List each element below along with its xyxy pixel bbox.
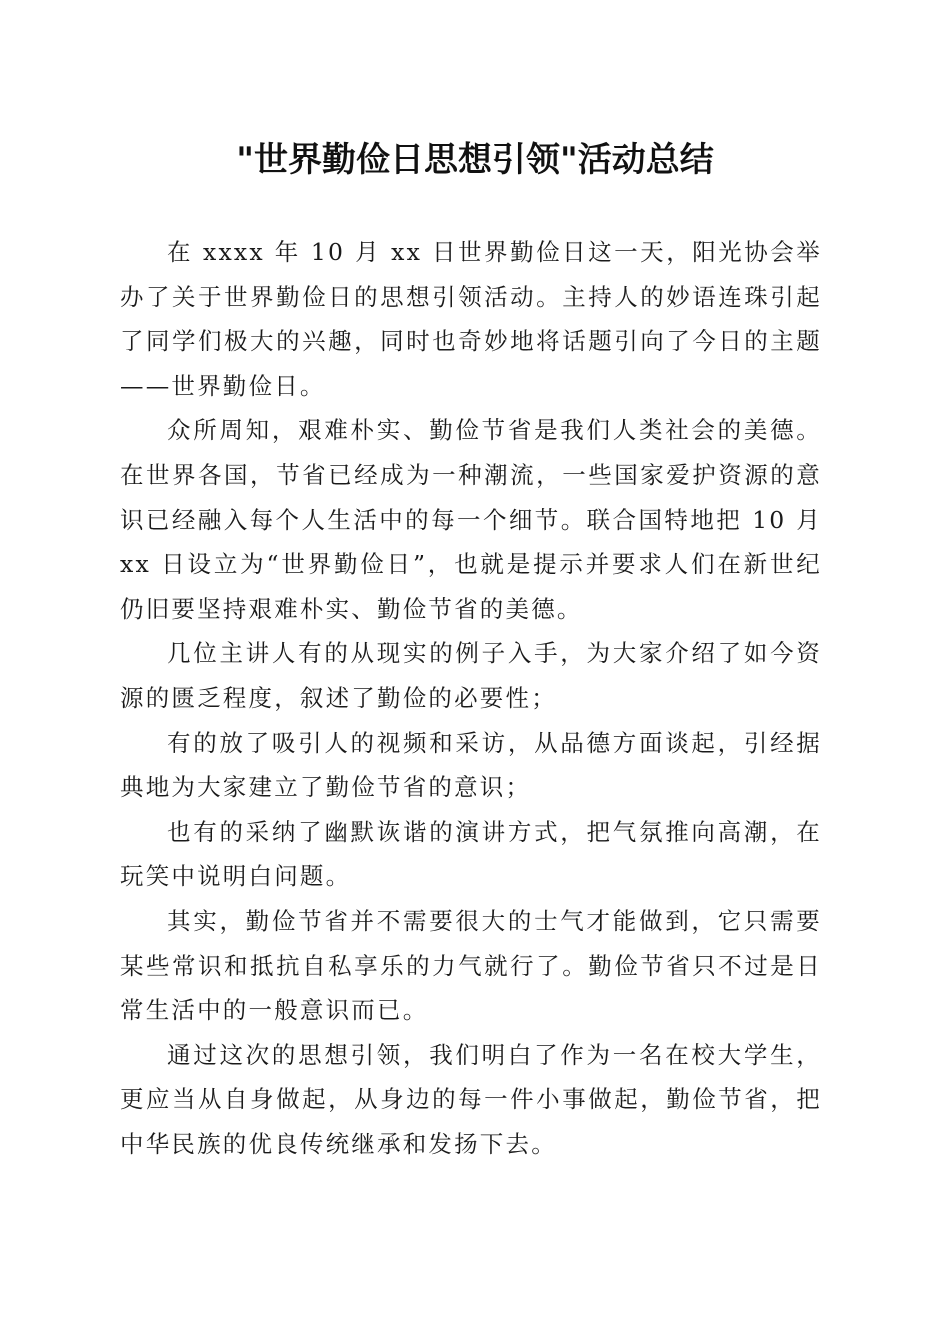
document-title: "世界勤俭日思想引领"活动总结	[236, 140, 714, 180]
document-body	[120, 230, 822, 1166]
paragraph-7: 通过这次的思想引领，我们明白了作为一名在校大学生，更应当从自身做起，从身边的每一件小事做起，勤俭节省，把中华民族的优良传统继承和发扬下去。	[120, 1040, 822, 1158]
paragraph-5: 也有的采纳了幽默诙谐的演讲方式，把气氛推向高潮，在玩笑中说明白问题。	[120, 817, 822, 891]
paragraph-4: 有的放了吸引人的视频和采访，从品德方面谈起，引经据典地为大家建立了勤俭节省的意识；	[120, 728, 822, 802]
paragraph-2: 众所周知，艰难朴实、勤俭节省是我们人类社会的美德。在世界各国，节省已经成为一种潮流，一些国家爱护资源的意识已经融入每个人生活中的每一个细节。联合国特地把 10 月 xx 日设立为“世界勤俭日”，也就是提示并要求人们在新世纪仍旧要坚持艰难朴实、勤俭节省的美德。	[120, 416, 822, 623]
paragraph-3: 几位主讲人有的从现实的例子入手，为大家介绍了如今资源的匮乏程度，叙述了勤俭的必要性；	[120, 639, 822, 712]
paragraph-6: 其实，勤俭节省并不需要很大的士气才能做到，它只需要某些常识和抵抗自私享乐的力气就行了。勤俭节省只不过是日常生活中的一般意识而已。	[120, 906, 822, 1025]
paragraph-1: 在 xxxx 年 10 月 xx 日世界勤俭日这一天，阳光协会举办了关于世界勤俭日的思想引领活动。主持人的妙语连珠引起了同学们极大的兴趣，同时也奇妙地将话题引向了今日的主题——世界勤俭日。	[120, 238, 822, 400]
